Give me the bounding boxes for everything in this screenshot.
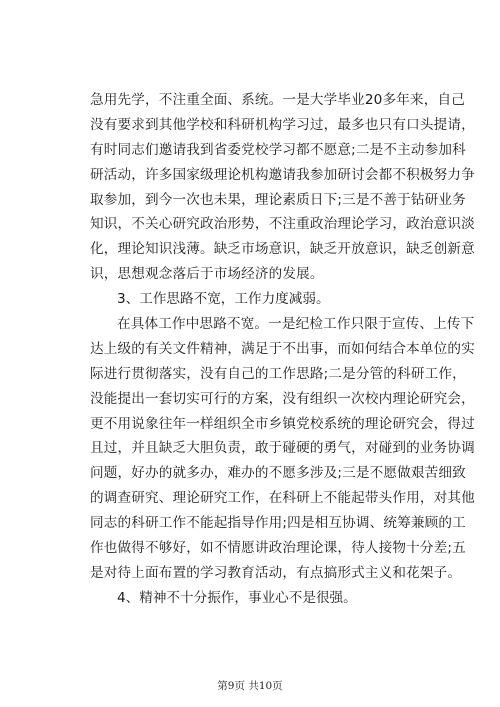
paragraph-2-line: 没能提出一套切实可行的方案，没有组织一次校内理论研究会， bbox=[90, 390, 475, 407]
paragraph-1-line: 有时同志们邀请我到省委党校学习都不愿意;二是不主动参加科 bbox=[90, 141, 466, 158]
paragraph-1-line: 急用先学，不注重全面、系统。一是大学毕业20多年来，自己 bbox=[90, 92, 465, 108]
paragraph-1-line: 取参加，到今一次也未果，理论素质日下;三是不善于钻研业务 bbox=[90, 191, 466, 208]
paragraph-1-line: 知识，不关心研究政治形势，不注重政治理论学习，政治意识淡 bbox=[90, 216, 475, 233]
paragraph-1-line: 化，理论知识浅薄。缺乏市场意识，缺乏开放意识，缺乏创新意 bbox=[90, 241, 475, 258]
paragraph-2-line: 达上级的有关文件精神，满足于不出事，而如何结合本单位的实 bbox=[90, 340, 475, 357]
paragraph-1-line: 没有要求到其他学校和科研机构学习过，最多也只有口头提请， bbox=[90, 116, 475, 133]
section-heading-4: 4、精神不十分振作，事业心不是很强。 bbox=[117, 590, 357, 606]
paragraph-1-line: 识，思想观念落后于市场经济的发展。 bbox=[90, 266, 324, 283]
paragraph-2-line: 同志的科研工作不能起指导作用;四是相互协调、统筹兼顾的工 bbox=[90, 515, 466, 532]
paragraph-2-line: 且过，并且缺乏大胆负责，敢于碰硬的勇气，对碰到的业务协调 bbox=[90, 440, 475, 457]
paragraph-2-line: 的调查研究、理论研究工作，在科研上不能起带头作用，对其他 bbox=[90, 490, 475, 507]
paragraph-2-line: 在具体工作中思路不宽。一是纪检工作只限于宣传、上传下 bbox=[117, 316, 475, 332]
paragraph-2-line: 际进行贯彻落实，没有自己的工作思路;二是分管的科研工作， bbox=[90, 365, 466, 382]
paragraph-2-line: 是对待上面布置的学习教育活动，有点搞形式主义和花架子。 bbox=[90, 564, 462, 581]
paragraph-2 bbox=[90, 312, 475, 586]
paragraph-2-line: 作也做得不够好，如不情愿讲政治理论课，待人接物十分差;五 bbox=[90, 540, 466, 557]
section-heading-3: 3、工作思路不宽，工作力度减弱。 bbox=[117, 291, 330, 307]
paragraph-1 bbox=[90, 88, 475, 287]
paragraph-2-line: 问题，好办的就多办，难办的不愿多涉及;三是不愿做艰苦细致 bbox=[90, 465, 466, 482]
paragraph-1-line: 研活动，许多国家级理论机构邀请我参加研讨会都不积极努力争 bbox=[90, 166, 475, 183]
page-number-footer: 第9页 共10页 bbox=[217, 680, 283, 692]
paragraph-2-line: 更不用说象往年一样组织全市乡镇党校系统的理论研究会，得过 bbox=[90, 415, 475, 432]
